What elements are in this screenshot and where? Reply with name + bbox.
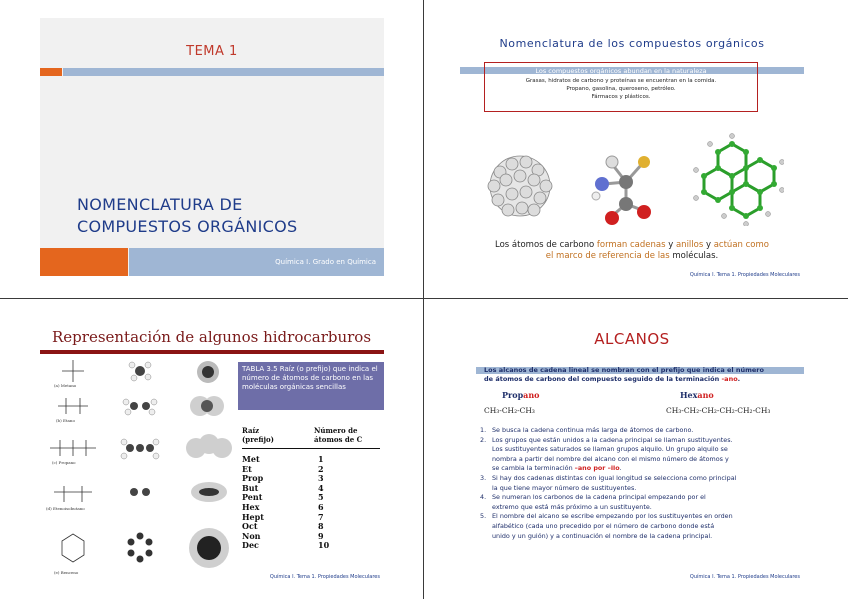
- title-line-2: COMPUESTOS ORGÁNICOS: [77, 217, 298, 236]
- molecule-label: (b) Etano: [56, 418, 75, 423]
- caption-line-2: [460, 251, 804, 262]
- count-cell: 4: [318, 482, 324, 493]
- col2-header-line: átomos de C: [314, 435, 363, 444]
- slide-2: [460, 22, 804, 280]
- rule-line: El nombre del alcano se escribe empezando por los sustituyentes en orden: [492, 512, 733, 521]
- fullerene-image: [480, 150, 560, 222]
- table-row: [242, 473, 382, 483]
- rule-number: 3.: [480, 473, 487, 482]
- root-cell: Non: [242, 530, 261, 541]
- rule-number: 1.: [480, 426, 487, 434]
- rule-line: alfabético (cada uno precedido por el número de carbono donde está: [492, 521, 715, 530]
- hexano-root: Hex: [680, 390, 698, 400]
- rule-line: Se busca la cadena continua más larga de átomos de carbono.: [492, 426, 694, 434]
- rule-text: se cambia la terminación: [492, 464, 575, 473]
- table-row: [242, 521, 382, 531]
- caption-text: Los átomos de carbono: [495, 240, 597, 250]
- root-cell: Hept: [242, 511, 264, 522]
- rule-line: Se numeran los carbonos de la cadena principal empezando por el: [492, 493, 706, 502]
- intro-text: [484, 366, 794, 384]
- table-row: [242, 512, 382, 522]
- propano-formula: CH₃-CH₂-CH₃: [484, 406, 535, 415]
- molecule-label: (c) Propano: [52, 460, 76, 465]
- ball-stick-models: [118, 356, 162, 578]
- hexano-formula: CH₃-CH₂-CH₂-CH₂-CH₂-CH₃: [666, 406, 771, 415]
- polycyclic-image: [688, 132, 784, 226]
- slide-1-subtitle: Química I. Grado en Química: [275, 258, 376, 266]
- intro-line-1: Los alcanos de cadena lineal se nombran con el prefijo que indica el número: [484, 366, 764, 374]
- rule-line: [492, 464, 802, 474]
- rule-line: unido y un guión) y a continuación el nombre de la cadena principal.: [492, 531, 713, 540]
- rule-item: [480, 474, 802, 493]
- table-rule: [242, 448, 380, 449]
- count-cell: 3: [318, 473, 324, 484]
- table-caption: TABLA 3.5 Raíz (o prefijo) que indica el número de átomos de carbono en las moléculas orgánicas sencillas: [242, 365, 378, 391]
- rule-line: Los grupos que están unidos a la cadena principal se llaman sustituyentes.: [492, 435, 733, 444]
- intro-text-part: de átomos de carbono del compuesto seguido de la terminación: [484, 375, 722, 383]
- info-box-body: [485, 77, 757, 101]
- root-cell: Met: [242, 454, 260, 464]
- rules-list: [480, 426, 802, 541]
- space-filling-models: [180, 356, 238, 578]
- orange-block-bottom: [40, 248, 128, 276]
- slide-4-title: ALCANOS: [594, 330, 670, 348]
- count-cell: 5: [318, 492, 324, 503]
- rule-item: [480, 426, 802, 436]
- count-cell: 2: [318, 463, 324, 474]
- count-cell: 7: [318, 511, 324, 522]
- hexano-label: [680, 390, 714, 400]
- table-row: [242, 464, 382, 474]
- amino-acid-image: [586, 144, 666, 226]
- caption-highlight: actúan como: [713, 240, 769, 250]
- col2-header-line: Número de: [314, 426, 358, 435]
- orange-bar-top: [40, 68, 62, 76]
- caption-text: .: [715, 251, 719, 261]
- intro-line-2: [484, 375, 794, 384]
- count-cell: 1: [318, 454, 324, 464]
- root-cell: Pent: [242, 492, 263, 503]
- rule-highlight: –ano por –ilo: [574, 464, 620, 473]
- info-line-1: Grasas, hidratos de carbono y proteínas se encuentran en la comida.: [525, 78, 717, 84]
- slide-4-footer: Química I. Tema 1. Propiedades Moleculares: [689, 574, 800, 580]
- table-row: [242, 502, 382, 512]
- rule-line: Los sustituyentes saturados se llaman grupos alquilo. Un grupo alquilo se: [492, 445, 728, 454]
- count-cell: 9: [318, 530, 324, 541]
- root-cell: Prop: [242, 473, 264, 484]
- intro-text-part: .: [737, 375, 741, 383]
- col1-header-line: (prefijo): [242, 435, 274, 444]
- col2-header: [314, 426, 384, 444]
- rule-line: nombra a partir del nombre del alcano con el mismo número de átomos y: [492, 454, 729, 463]
- propano-root: Prop: [502, 390, 524, 400]
- propano-suffix: ano: [523, 390, 540, 400]
- dark-red-bar: [40, 350, 384, 354]
- molecule-label: (a) Metano: [54, 383, 77, 388]
- caption-text: y: [665, 240, 676, 250]
- structural-formulas: [44, 356, 102, 578]
- caption-highlight: anillos: [675, 240, 704, 250]
- rule-item: [480, 493, 802, 512]
- rule-line: extremo que está más próximo a un sustituyente.: [492, 502, 652, 511]
- caption-text: y: [703, 240, 714, 250]
- root-cell: Dec: [242, 540, 259, 551]
- blue-bar-top: [63, 68, 384, 76]
- table-row: [242, 492, 382, 502]
- info-line-3: Fármacos y plásticos.: [591, 94, 651, 100]
- vertical-divider: [423, 0, 424, 599]
- root-cell: But: [242, 482, 259, 493]
- info-box-heading: Los compuestos orgánicos abundan en la naturaleza: [535, 67, 707, 75]
- info-line-2: Propano, gasolina, queroseno, petróleo.: [566, 86, 676, 92]
- rule-number: 4.: [480, 493, 487, 502]
- col1-header-line: Raíz: [242, 426, 260, 435]
- slide-3: [40, 322, 384, 584]
- rule-line: la que tiene mayor número de sustituyentes.: [492, 483, 637, 492]
- root-cell: Et: [242, 463, 252, 474]
- horizontal-divider: [0, 298, 848, 299]
- slide-2-caption: [460, 240, 804, 262]
- slide-1-title: [77, 194, 377, 238]
- hexano-suffix: ano: [697, 390, 714, 400]
- slide-3-footer: Química I. Tema 1. Propiedades Moleculares: [269, 574, 380, 580]
- rule-line: Si hay dos cadenas distintas con igual longitud se selecciona como principal: [492, 473, 737, 482]
- molecule-label: (d) Etenoisobutano: [46, 506, 85, 511]
- slide-4: [460, 322, 804, 584]
- caption-line-1: [460, 240, 804, 251]
- title-line-1: NOMENCLATURA DE: [77, 195, 243, 214]
- molecule-label: (e) Benceno: [54, 570, 79, 575]
- slide-1: [40, 18, 384, 276]
- rule-text: .: [619, 464, 622, 473]
- count-cell: 8: [318, 521, 324, 532]
- slide-3-title: Representación de algunos hidrocarburos: [52, 328, 372, 346]
- slide-2-footer: Química I. Tema 1. Propiedades Moleculares: [689, 272, 800, 278]
- root-cell: Hex: [242, 502, 260, 512]
- tema-label: TEMA 1: [186, 44, 238, 59]
- count-cell: 10: [318, 540, 330, 551]
- intro-suffix: -ano: [721, 375, 738, 383]
- rule-item: [480, 512, 802, 541]
- table-caption-box: [238, 362, 384, 410]
- table-row: [242, 540, 382, 550]
- propano-label: [502, 390, 540, 400]
- table-row: [242, 483, 382, 493]
- rule-item: [480, 436, 802, 474]
- slide-2-title: Nomenclatura de los compuestos orgánicos: [499, 37, 765, 50]
- rule-number: 5.: [480, 512, 487, 521]
- root-cell: Oct: [242, 521, 258, 532]
- table-row: [242, 531, 382, 541]
- count-cell: 6: [318, 502, 324, 512]
- caption-highlight: forman cadenas: [596, 240, 666, 250]
- info-box: [484, 62, 758, 112]
- table-row: [242, 454, 382, 464]
- caption-text: moléculas: [672, 251, 716, 261]
- caption-highlight: el marco de referencia de las: [545, 251, 673, 261]
- rule-number: 2.: [480, 435, 487, 444]
- col1-header: [242, 426, 302, 444]
